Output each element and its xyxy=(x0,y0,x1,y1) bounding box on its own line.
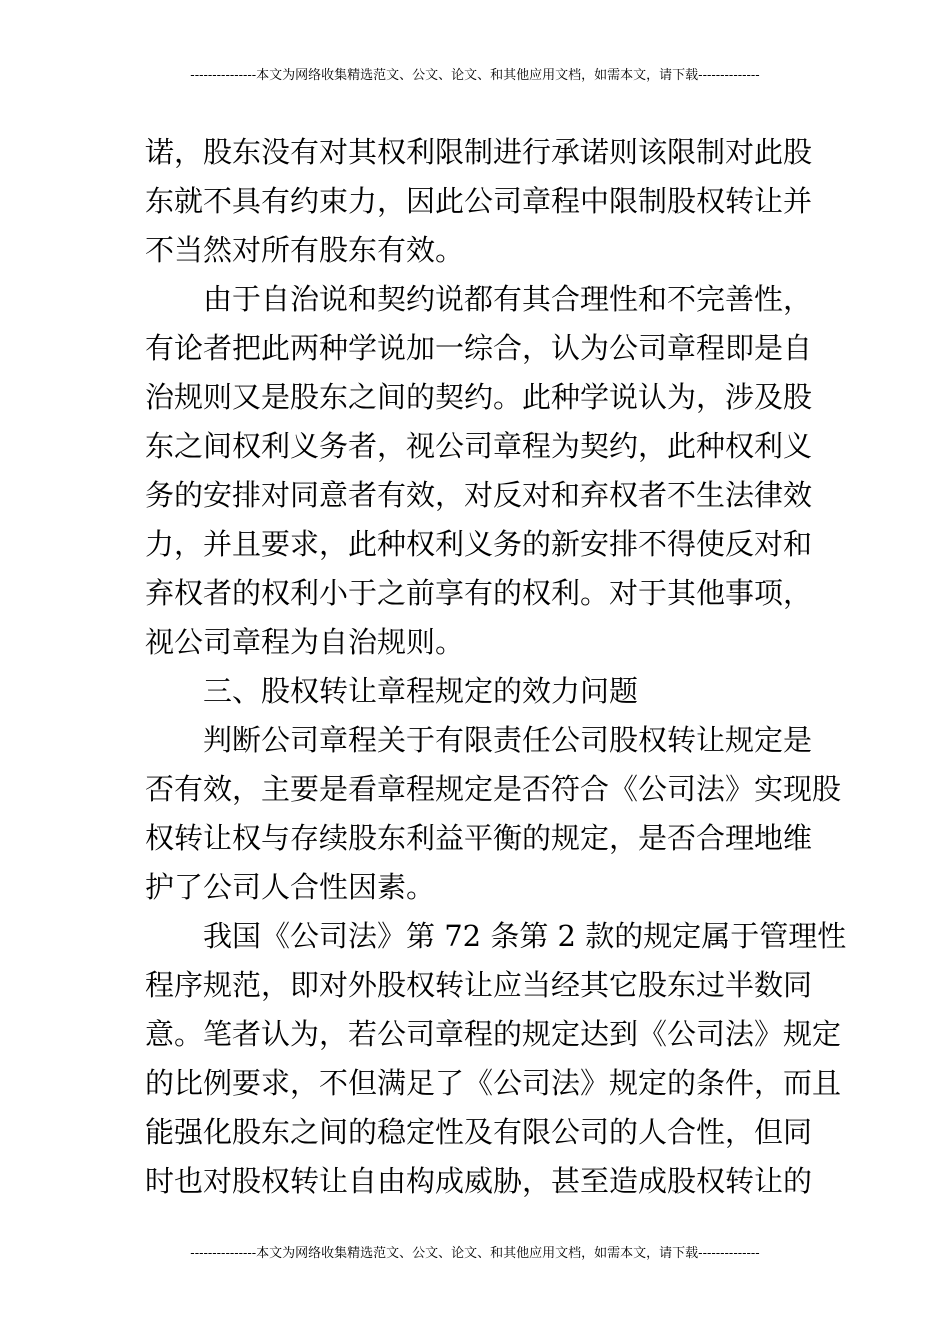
text-line-18: 程序规范，即对外股权转让应当经其它股东过半数同 xyxy=(145,968,813,1002)
text-line-16: 护了公司人合性因素。 xyxy=(145,870,436,904)
text-line-17: 我国《公司法》第 72 条第 2 款的规定属于管理性 xyxy=(203,919,847,953)
text-line-7: 东之间权利义务者，视公司章程为契约，此种权利义 xyxy=(145,429,813,463)
text-line-11: 视公司章程为自治规则。 xyxy=(145,625,465,659)
text-line-4: 由于自治说和契约说都有其合理性和不完善性， xyxy=(203,282,813,316)
text-line-20: 的比例要求，不但满足了《公司法》规定的条件，而且 xyxy=(145,1066,842,1100)
text-line-1: 诺，股东没有对其权利限制进行承诺则该限制对此股 xyxy=(145,135,813,169)
text-line-22: 时也对股权转让自由构成威胁，甚至造成股权转让的 xyxy=(145,1164,813,1198)
text-line-14: 否有效，主要是看章程规定是否符合《公司法》实现股 xyxy=(145,772,842,806)
text-line-3: 不当然对所有股东有效。 xyxy=(145,233,465,267)
footer-banner: ---------------本文为网络收集精选范文、公文、论文、和其他应用文档，如需本文，请下载-------------- xyxy=(190,1246,760,1261)
section-heading: 三、股权转让章程规定的效力问题 xyxy=(203,674,639,708)
text-line-9: 力，并且要求，此种权利义务的新安排不得使反对和 xyxy=(145,527,813,561)
text-line-21: 能强化股东之间的稳定性及有限公司的人合性，但同 xyxy=(145,1115,813,1149)
text-line-2: 东就不具有约束力，因此公司章程中限制股权转让并 xyxy=(145,184,813,218)
text-line-6: 治规则又是股东之间的契约。此种学说认为，涉及股 xyxy=(145,380,813,414)
text-line-15: 权转让权与存续股东利益平衡的规定，是否合理地维 xyxy=(145,821,813,855)
document-body xyxy=(145,128,847,1206)
text-line-8: 务的安排对同意者有效，对反对和弃权者不生法律效 xyxy=(145,478,813,512)
text-line-13: 判断公司章程关于有限责任公司股权转让规定是 xyxy=(203,723,813,757)
text-line-10: 弃权者的权利小于之前享有的权利。对于其他事项， xyxy=(145,576,813,610)
header-banner: ---------------本文为网络收集精选范文、公文、论文、和其他应用文档，如需本文，请下载-------------- xyxy=(190,68,760,83)
text-line-5: 有论者把此两种学说加一综合，认为公司章程即是自 xyxy=(145,331,813,365)
text-line-19: 意。笔者认为，若公司章程的规定达到《公司法》规定 xyxy=(145,1017,842,1051)
